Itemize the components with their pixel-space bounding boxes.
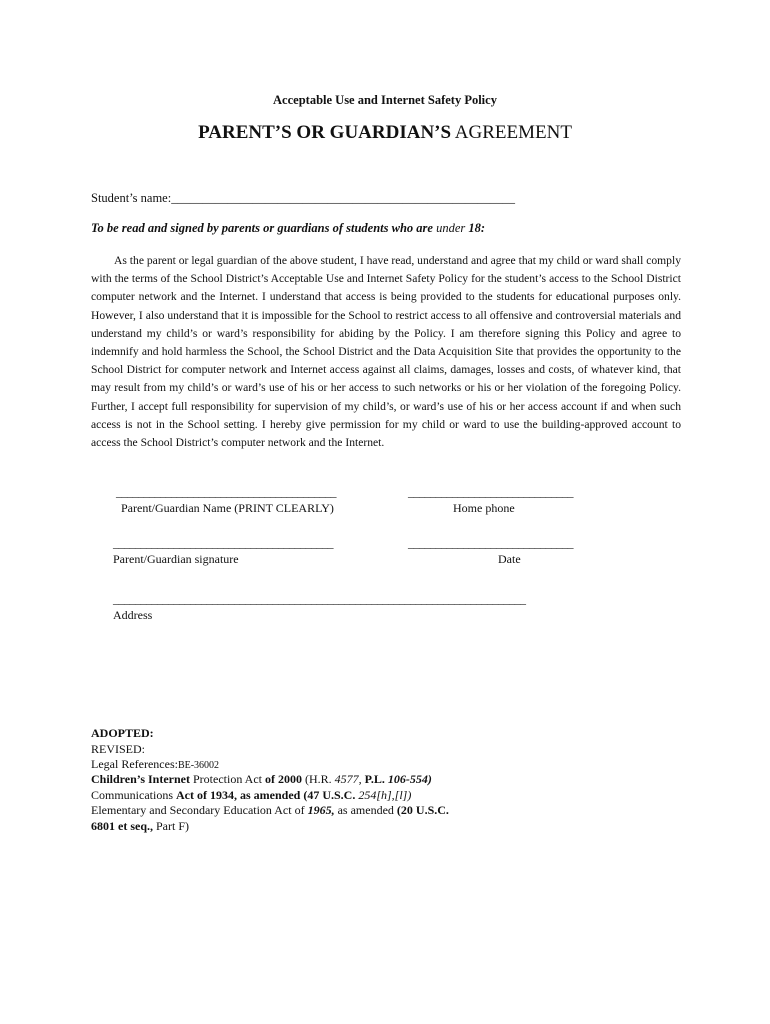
legal-references (91, 757, 219, 772)
adopted-label (91, 726, 154, 741)
instruction-bold: To be read and signed by parents or guardians of students who are (91, 221, 437, 235)
ref2-b: Act of 1934, as amended (47 U.S.C. (176, 788, 359, 802)
instruction-end: 18: (465, 221, 486, 235)
ref2-a: Communications (91, 788, 176, 802)
legal-references-label: Legal References: (91, 757, 178, 771)
address-label: Address (113, 608, 153, 622)
ref3-d: (20 U.S.C. (396, 803, 449, 817)
address-line[interactable]: ___________________________________________________________________________ (113, 592, 526, 606)
ref4-a: 6801 et seq., (91, 819, 153, 833)
agreement-title (0, 122, 770, 144)
reference-cipa (91, 772, 432, 787)
reference-esea-cont (91, 819, 189, 834)
home-phone-label: Home phone (453, 501, 515, 515)
guardian-name-label: Parent/Guardian Name (PRINT CLEARLY) (121, 501, 334, 515)
reference-esea (91, 803, 449, 818)
instruction-plain: under (436, 221, 466, 235)
ref1-f: P.L. (361, 772, 388, 786)
ref1-b: Protection Act (190, 772, 265, 786)
agreement-title-plain: AGREEMENT (451, 122, 572, 143)
date-label: Date (498, 552, 521, 566)
legal-references-code: BE-36002 (177, 760, 220, 771)
reference-communications-act (91, 788, 411, 803)
ref4-b: Part F) (153, 819, 189, 833)
ref2-c: 254[h],[l]) (358, 788, 412, 802)
guardian-signature-line[interactable]: ________________________________________ (113, 536, 333, 550)
ref3-a: Elementary and Secondary Education Act of (91, 803, 308, 817)
date-line[interactable]: ______________________________ (408, 536, 573, 550)
ref3-c: as amended (334, 803, 397, 817)
policy-title: Acceptable Use and Internet Safety Policy (273, 93, 497, 107)
home-phone-line[interactable]: ______________________________ (408, 485, 573, 499)
ref1-g: 106-554) (387, 772, 432, 786)
ref1-e: 4577, (334, 772, 362, 786)
ref3-b: 1965, (307, 803, 335, 817)
student-name-field[interactable]: Student’s name:_______________________________________________________ (91, 191, 515, 205)
revised-label: REVISED: (91, 742, 145, 756)
guardian-signature-label: Parent/Guardian signature (113, 552, 239, 566)
guardian-name-line[interactable]: ________________________________________ (116, 485, 336, 499)
ref1-c: of 2000 (265, 772, 302, 786)
ref1-d: (H.R. (302, 772, 335, 786)
agreement-title-bold: PARENT’S OR GUARDIAN’S (198, 122, 452, 143)
adopted-text: ADOPTED: (91, 726, 154, 740)
agreement-paragraph: As the parent or legal guardian of the above student, I have read, understand and agree that my child or ward shall comply with the terms of the School District’s Acceptable Use and Internet Safety Policy for the student’s access to the School District computer network and the Internet. I understand that access is being provided to the students for educational purposes only. However, I also understand that it is impossible for the School to restrict access to all offensive and controversial materials and understand my child’s or ward’s responsibility for abiding by the Policy. I am therefore signing this Policy and agree to indemnify and hold harmless the School, the School District and the Data Acquisition Site that provides the opportunity to the School District for computer network and Internet access against all claims, damages, losses and costs, of whatever kind, that may result from my child’s or ward’s use of his or her access to such networks or his or her violation of the foregoing Policy. Further, I accept full responsibility for supervision of my child’s, or ward’s use of his or her access account if and when such access is not in the School setting. I hereby give permission for my child or ward to use the building-approved account to access the School District’s computer network and the Internet. (91, 254, 681, 450)
instruction-line (91, 221, 485, 236)
ref1-a: Children’s Internet (91, 772, 190, 786)
